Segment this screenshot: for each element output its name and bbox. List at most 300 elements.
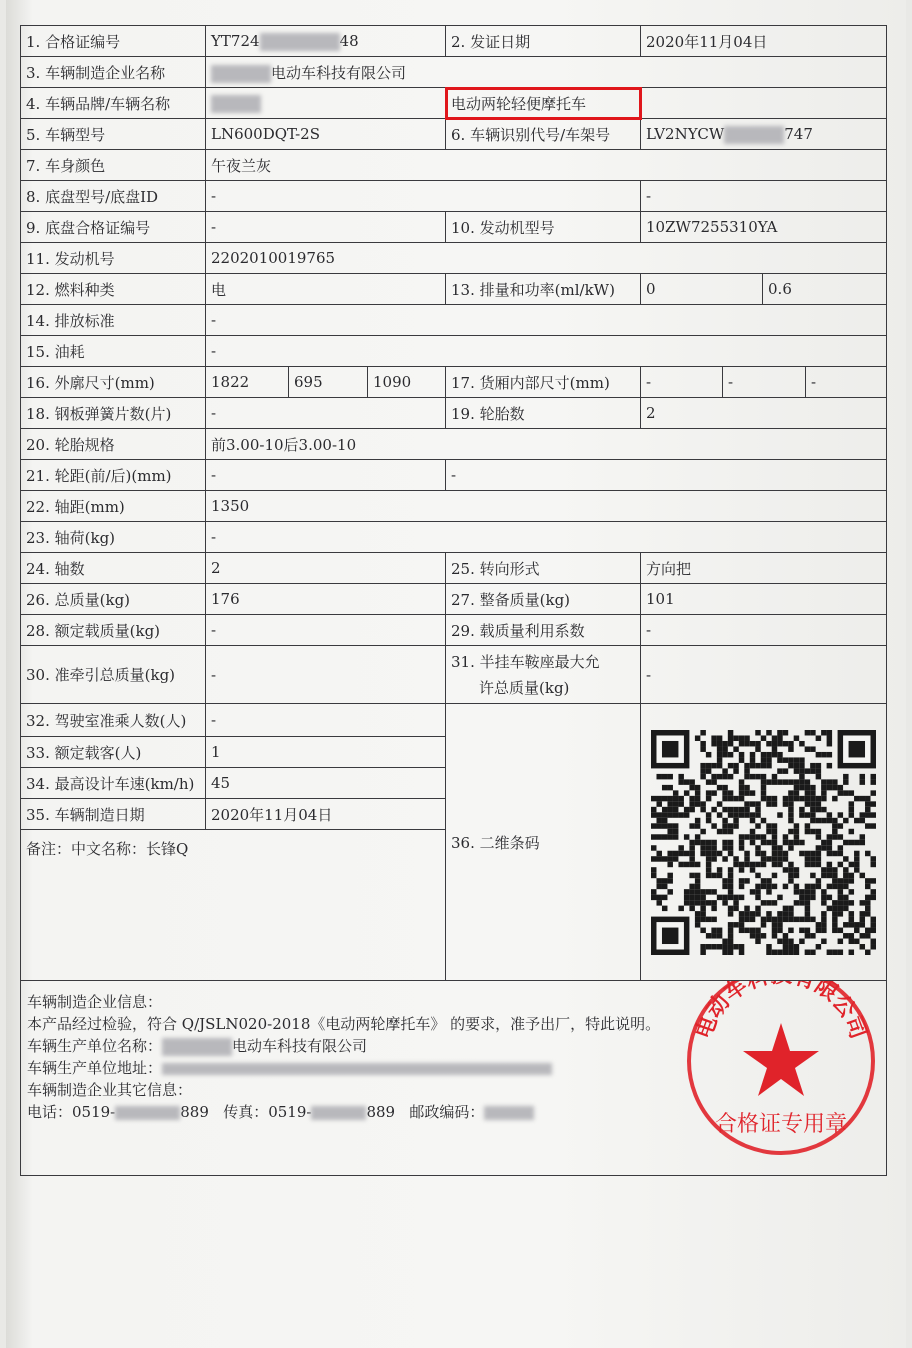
qr-module [689,850,694,855]
qr-module [761,779,766,784]
qr-module [755,834,760,839]
qr-module [865,806,870,811]
qr-module [838,900,843,905]
qr-module [799,806,804,811]
qr-module [733,894,738,899]
qr-module [766,839,771,844]
qr-module [838,889,843,894]
qr-module [695,916,700,921]
value: - [641,367,723,398]
qr-module [750,762,755,767]
qr-module [657,812,662,817]
qr-module [667,823,672,828]
qr-module [827,834,832,839]
qr-module [860,795,865,800]
qr-module [651,889,656,894]
qr-module [722,883,727,888]
qr-module [700,730,705,735]
qr-module [810,894,815,899]
qr-module [755,801,760,806]
qr-module [750,828,755,833]
footer-line: 电话：0519- 889 传真：0519- 889 邮政编码： [27,1101,880,1123]
displacement: 0 [641,274,763,305]
value: - [206,646,446,704]
qr-module [755,762,760,767]
qr-module [827,762,832,767]
qr-module [816,856,821,861]
qr-module [755,861,760,866]
qr-module [739,883,744,888]
qr-module [838,845,843,850]
seal-top-text: 电动车科技有限公司 [690,962,872,1043]
qr-module [700,927,705,932]
qr-module [744,911,749,916]
qr-module [832,883,837,888]
qr-module [827,894,832,899]
qr-module [827,867,832,872]
qr-module [810,795,815,800]
qr-module [865,801,870,806]
qr-module [860,933,865,938]
qr-module [810,861,815,866]
qr-module [827,861,832,866]
qr-module [849,878,854,883]
qr-module [799,768,804,773]
qr-module [728,839,733,844]
qr-module [761,861,766,866]
qr-module [772,927,777,932]
qr-module [865,878,870,883]
qr-module [816,883,821,888]
qr-module [684,834,689,839]
total-mass: 176 [206,584,446,615]
qr-module [799,773,804,778]
qr-module [788,878,793,883]
qr-module [750,757,755,762]
qr-module [662,834,667,839]
label: 9. 底盘合格证编号 [21,212,206,243]
qr-module [854,850,859,855]
qr-module [662,927,678,943]
qr-module [849,922,854,927]
qr-module [711,735,716,740]
qr-module [684,889,689,894]
qr-module [849,933,854,938]
qr-module [799,762,804,767]
qr-module [739,751,744,756]
qr-module [854,839,859,844]
qr-module [865,905,870,910]
qr-module [794,867,799,872]
qr-module [849,839,854,844]
label-qr: 36. 二维条码 [446,704,641,981]
qr-module [871,856,876,861]
qr-module [788,944,793,949]
qr-module [744,762,749,767]
qr-module [816,735,821,740]
qr-module [706,768,711,773]
qr-module [750,812,755,817]
qr-module [761,773,766,778]
qr-module [766,883,771,888]
qr-module [783,944,788,949]
qr-module [843,872,848,877]
qr-module [722,894,727,899]
qr-module [711,872,716,877]
qr-module [810,916,815,921]
qr-module [860,916,865,921]
qr-module [761,784,766,789]
qr-module [667,784,672,789]
qr-module [788,762,793,767]
qr-module [739,779,744,784]
qr-module [684,861,689,866]
motor-model: 10ZW7255310YA [641,212,887,243]
qr-module [816,773,821,778]
qr-module [865,927,870,932]
label: 1. 合格证编号 [21,26,206,57]
qr-module [788,828,793,833]
qr-module [816,762,821,767]
qr-module [783,938,788,943]
tire-spec: 前3.00-10后3.00-10 [206,429,887,460]
qr-module [843,779,848,784]
qr-module [651,867,656,872]
label: 29. 载质量利用系数 [446,615,641,646]
label: 8. 底盘型号/底盘ID [21,181,206,212]
qr-module [838,790,843,795]
qr-module [744,861,749,866]
qr-module [865,933,870,938]
qr-module [700,746,705,751]
value: - [206,615,446,646]
qr-module [651,834,656,839]
qr-module [794,900,799,905]
qr-module [722,806,727,811]
qr-module [766,889,771,894]
qr-module [788,911,793,916]
qr-module [783,730,788,735]
qr-module [700,801,705,806]
qr-module [783,795,788,800]
qr-module [805,927,810,932]
qr-module [777,911,782,916]
qr-module [728,740,733,745]
row-8 [21,181,887,212]
qr-module [821,911,826,916]
qr-module [689,900,694,905]
qr-module [700,916,705,921]
qr-module [700,762,705,767]
qr-module [821,806,826,811]
qr-module [689,856,694,861]
qr-module [657,878,662,883]
height: 1090 [368,367,446,398]
qr-module [772,834,777,839]
qr-module [794,916,799,921]
qr-module [755,889,760,894]
qr-module [772,740,777,745]
qr-module [657,850,662,855]
qr-module [766,900,771,905]
qr-module [832,834,837,839]
qr-module [805,889,810,894]
qr-module [821,927,826,932]
qr-module [766,944,771,949]
value: - [206,181,641,212]
qr-module [657,834,662,839]
redacted [260,33,340,51]
qr-module [755,730,760,735]
qr-module [816,845,821,850]
qr-module [706,856,711,861]
qr-module [711,927,716,932]
qr-module [777,861,782,866]
qr-module [838,927,843,932]
qr-module [799,850,804,855]
qr-module [667,834,672,839]
qr-module [827,740,832,745]
qr-module [849,872,854,877]
qr-module [657,856,662,861]
row-11 [21,243,887,274]
qr-module [794,768,799,773]
qr-module [728,933,733,938]
qr-module [695,784,700,789]
qr-module [843,856,848,861]
qr-module [657,883,662,888]
qr-module [717,850,722,855]
qr-module [755,911,760,916]
qr-module [871,922,876,927]
qr-module [728,735,733,740]
qr-module [805,812,810,817]
qr-module [728,812,733,817]
qr-module [794,784,799,789]
qr-module [832,905,837,910]
qr-module [821,784,826,789]
qr-module [695,878,700,883]
qr-module [832,795,837,800]
qr-module [728,845,733,850]
qr-module [689,883,694,888]
row-26 [21,584,887,615]
qr-module [689,779,694,784]
qr-module [827,850,832,855]
qr-module [832,817,837,822]
qr-module [777,812,782,817]
qr-module [777,927,782,932]
value: - [206,336,887,367]
qr-module [865,894,870,899]
qr-module [772,916,777,921]
qr-module [766,779,771,784]
qr-module [871,812,876,817]
passengers: 1 [206,737,446,768]
qr-module [799,839,804,844]
qr-module [673,828,678,833]
steering: 方向把 [641,553,887,584]
qr-module [843,773,848,778]
qr-module [711,762,716,767]
qr-module [755,927,760,932]
qr-module [843,922,848,927]
wheelbase: 1350 [206,491,887,522]
value: - [641,646,887,704]
qr-module [728,730,733,735]
qr-module [766,795,771,800]
qr-module [838,894,843,899]
qr-module [849,861,854,866]
qr-module [832,867,837,872]
redacted [211,95,261,113]
qr-module [777,894,782,899]
qr-module [733,768,738,773]
qr-module [766,801,771,806]
qr-module [695,894,700,899]
row-23 [21,522,887,553]
value: - [446,460,887,491]
qr-module [832,872,837,877]
qr-module [722,795,727,800]
qr-module [772,773,777,778]
qr-module [744,806,749,811]
qr-module [777,922,782,927]
qr-module [750,801,755,806]
qr-module [843,883,848,888]
qr-module [799,916,804,921]
qr-module [794,889,799,894]
qr-module [783,905,788,910]
qr-module [788,801,793,806]
qr-module [783,916,788,921]
qr-module [849,740,865,756]
qr-module [667,872,672,877]
qr-module [816,801,821,806]
qr-module [821,938,826,943]
qr-module [777,916,782,921]
qr-module [788,872,793,877]
qr-module [788,916,793,921]
qr-module [860,779,865,784]
qr-module [805,784,810,789]
qr-module [722,878,727,883]
qr-module [794,823,799,828]
tire-count: 2 [641,398,887,429]
qr-module [843,839,848,844]
qr-module [777,845,782,850]
qr-module [739,845,744,850]
row-16 [21,367,887,398]
qr-module [728,905,733,910]
label: 16. 外廓尺寸(mm) [21,367,206,398]
qr-module [799,889,804,894]
qr-module [673,790,678,795]
qr-module [761,735,766,740]
qr-module [766,878,771,883]
qr-module [821,751,826,756]
qr-module [871,927,876,932]
qr-module [706,850,711,855]
qr-module [821,839,826,844]
qr-module [711,773,716,778]
qr-module [755,872,760,877]
qr-module [695,834,700,839]
row-14 [21,305,887,336]
value: - [206,460,446,491]
qr-module [772,872,777,877]
qr-module [799,757,804,762]
qr-module [816,944,821,949]
qr-module [689,905,694,910]
qr-module [744,878,749,883]
qr-module [810,762,815,767]
qr-module [816,927,821,932]
qr-module [689,795,694,800]
qr-module [821,867,826,872]
qr-module [805,933,810,938]
qr-module [717,784,722,789]
qr-module [695,883,700,888]
qr-module [728,894,733,899]
qr-module [827,779,832,784]
qr-module [744,801,749,806]
qr-module [717,801,722,806]
redacted [162,1063,552,1075]
qr-module [711,905,716,910]
label: 4. 车辆品牌/车辆名称 [21,88,206,119]
qr-module [684,806,689,811]
qr-module [744,740,749,745]
qr-module [838,938,843,943]
qr-module [678,812,683,817]
qr-module [728,938,733,943]
qr-module [788,927,793,932]
label: 31. 半挂车鞍座最大允 许总质量(kg) [446,646,641,704]
qr-module [865,883,870,888]
label: 27. 整备质量(kg) [446,584,641,615]
qr-module [794,949,799,954]
qr-module [733,861,738,866]
qr-module [728,889,733,894]
qr-module [717,828,722,833]
qr-module [711,823,716,828]
qr-module [810,812,815,817]
row-18 [21,398,887,429]
qr-module [772,845,777,850]
qr-module [766,823,771,828]
qr-module [739,867,744,872]
qr-module [777,850,782,855]
qr-module [805,768,810,773]
qr-module [766,916,771,921]
qr-module [783,834,788,839]
qr-module [783,801,788,806]
qr-module [662,817,667,822]
qr-module [766,751,771,756]
qr-module [761,757,766,762]
qr-module [871,773,876,778]
axle-count: 2 [206,553,446,584]
qr-module [816,922,821,927]
qr-module [722,773,727,778]
qr-module [838,812,843,817]
qr-module [761,817,766,822]
qr-module [843,790,848,795]
qr-module [854,856,859,861]
qr-module [843,905,848,910]
qr-module [689,861,694,866]
